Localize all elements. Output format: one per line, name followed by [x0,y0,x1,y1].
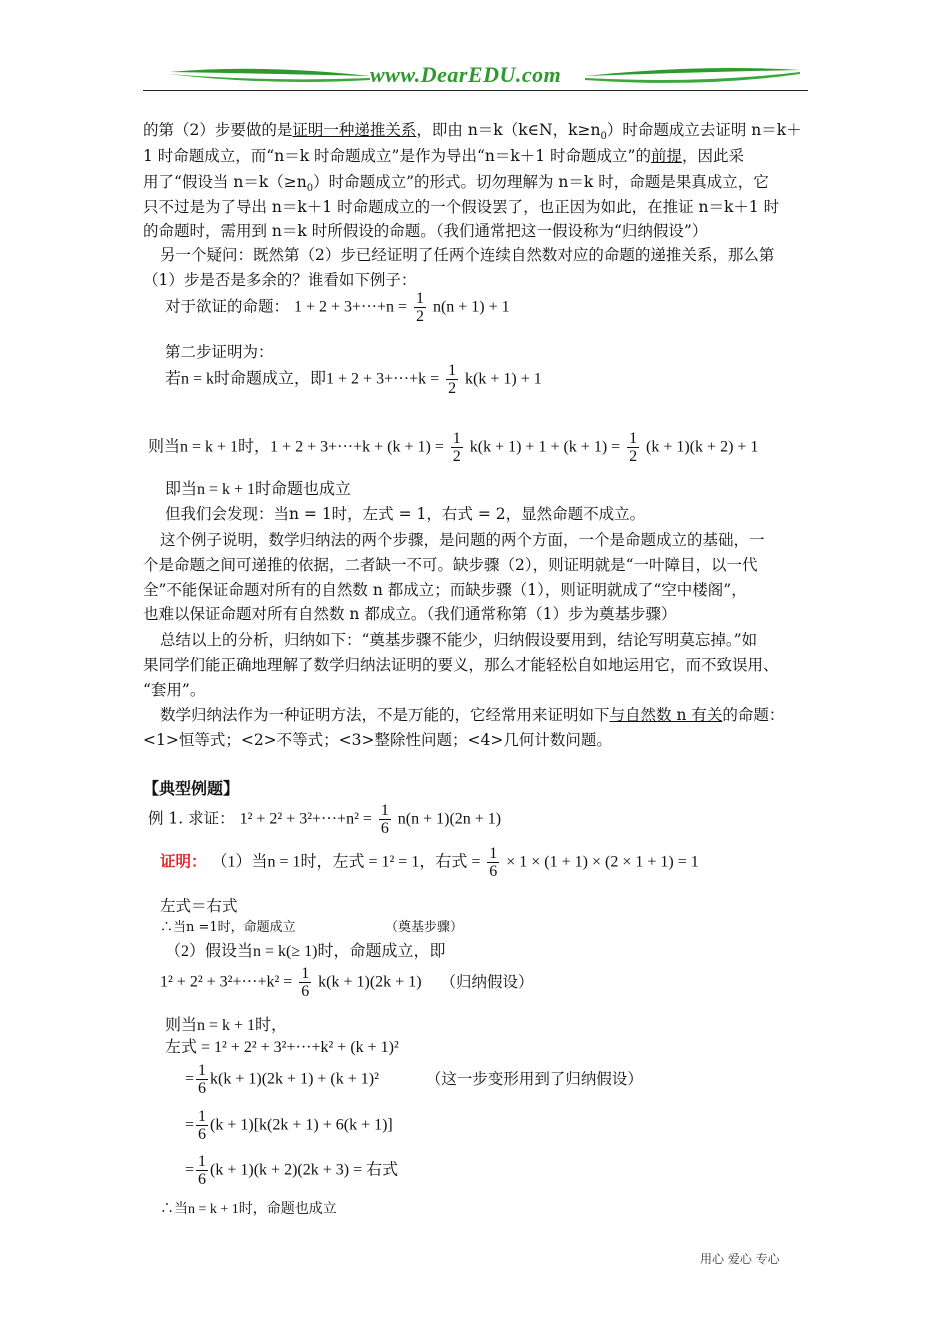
para3-line4: 也难以保证命题对所有自然数 n 都成立。（我们通常称第（1）步为奠基步骤） [143,605,677,623]
para1-line2: 1 时命题成立，而“n＝k 时命题成立”是作为导出“n＝k＋1 时命题成立”的前提，因此采 [143,147,744,165]
example-also: 即当n = k + 1时命题也成立 [165,481,352,498]
ex1-then: 则当n = k + 1时， [165,1017,288,1034]
para1-line5: 的命题时，需用到 n＝k 时所假设的命题。（我们通常把这一假设称为“归纳假设”） [143,222,708,240]
example-hypothesis: 若n = k时命题成立，即1 + 2 + 3+···+k = $\frac{1}{2}$ k(k + 1) + 1 [165,362,542,397]
example-then: 则当n = k + 1时，1 + 2 + 3+···+k + (k + 1) = $\frac{1}{2}$ k(k + 1) + 1 + (k + 1) = $\frac{1}{2}$ (k + 1)(k + 2) + 1 [148,430,759,465]
header-logo [140,58,810,94]
para4-line2: 果同学们能正确地理解了数学归纳法证明的要义，那么才能轻松自如地运用它，而不致误用、 [143,656,779,674]
example-proposition: 对于欲证的命题： 1 + 2 + 3+···+n = $\frac{1}{2}$ n(n + 1) + 1 [165,290,510,325]
ex1-therefore2: ∴当n = k + 1时，命题也成立 [160,1202,337,1217]
para3-line3: 全”不能保证命题对所有的自然数 n 都成立；而缺步骤（1），则证明就成了“空中楼阁”， [143,581,747,599]
fraction-sixth: $\frac{1}{6}$ [301,965,310,1000]
ex1-statement: 例 1. 求证： 1² + 2² + 3²+···+n² = $\frac{1}{6}$ n(n + 1)(2n + 1) [148,802,502,837]
section-title: 【典型例题】 [143,779,240,798]
para1-line4: 只不过是为了导出 n＝k＋1 时命题成立的一个假设罢了，也正因为如此，在推证 n＝k＋1 时 [143,198,780,216]
fraction-half: $\frac{1}{2}$ [416,290,424,325]
para1-line1: 的第（2）步要做的是证明一种递推关系，即由 n＝k（k∈N，$k\ge n_0$）时命题成立去证明 n＝k＋ [143,121,802,143]
para2-line2: （1）步是否是多余的？谁看如下例子： [143,271,417,289]
ex1-therefore1: ∴当n =1时，命题成立 [160,920,296,935]
example-step2-label: 第二步证明为： [165,343,274,361]
ex1-expr3: = $\frac{1}{6}$ (k + 1)(k + 2)(2k + 3) = 右式 [185,1153,399,1188]
ex1-equal: 左式＝右式 [160,897,238,915]
para5-line1: 数学归纳法作为一种证明方法，不是万能的，它经常用来证明如下与自然数 n 有关的命题： [160,706,785,724]
ex1-hypothesis: 1² + 2² + 3²+···+k² = $\frac{1}{6}$ k(k + 1)(2k + 1) （归纳假设） [160,965,534,1000]
ex1-basis-note: （奠基步骤） [385,920,464,935]
fraction-sixth: $\frac{1}{6}$ [489,845,498,880]
para3-line1: 这个例子说明，数学归纳法的两个步骤，是问题的两个方面，一个是命题成立的基础，一 [160,531,765,549]
fraction-sixth: $\frac{1}{6}$ [198,1062,207,1097]
ex1-left-side: 左式 = 1² + 2² + 3²+···+k² + (k + 1)² [165,1039,399,1056]
ex1-expr1: = $\frac{1}{6}$ k(k + 1)(2k + 1) + (k + 1)² （这一步变形用到了归纳假设） [185,1062,643,1097]
ex1-expr2: = $\frac{1}{6}$ (k + 1)[k(2k + 1) + 6(k + 1)] [185,1108,393,1143]
fraction-half: $\frac{1}{2}$ [448,362,457,397]
example-but: 但我们会发现：当n = 1时，左式 = 1，右式 = 2，显然命题不成立。 [165,505,646,523]
header-rule [143,90,808,91]
logo-text: www.DearEDU.com [370,62,562,87]
footer-text: 用心 爱心 专心 [700,1252,780,1266]
para4-line1: 总结以上的分析，归纳如下：“奠基步骤不能少，归纳假设要用到，结论写明莫忘掉。”如 [160,631,758,649]
fraction-sixth: $\frac{1}{6}$ [198,1108,207,1143]
fraction-sixth: $\frac{1}{6}$ [198,1153,207,1188]
para1-line3: 用了“假设当 $n=k(\ge n_0)$时命题成立”的形式。切勿理解为 n＝k 时，命题是果真成立，它 [143,173,769,195]
para4-line3: “套用”。 [143,681,206,699]
fraction-half: $\frac{1}{2}$ [629,430,638,465]
para2-line1: 另一个疑问：既然第（2）步已经证明了任两个连续自然数对应的命题的递推关系，那么第 [160,246,775,264]
para5-line2: <1>恒等式；<2>不等式；<3>整除性问题；<4>几何计数问题。 [143,731,612,749]
fraction-sixth: $\frac{1}{6}$ [380,802,389,837]
ex1-step2: （2）假设当n = k(≥ 1)时，命题成立，即 [165,943,446,960]
fraction-half: $\frac{1}{2}$ [452,430,461,465]
para3-line2: 个是命题之间可递推的依据，二者缺一不可。缺步骤（2），则证明就是“一叶障目，以一代 [143,556,758,574]
proof-label: 证明： [160,851,207,871]
ex1-proof-step1: 证明： （1）当n = 1时，左式 = 1² = 1，右式 = $\frac{1}{6}$ × 1 × (1 + 1) × (2 × 1 + 1) = 1 [160,845,699,880]
